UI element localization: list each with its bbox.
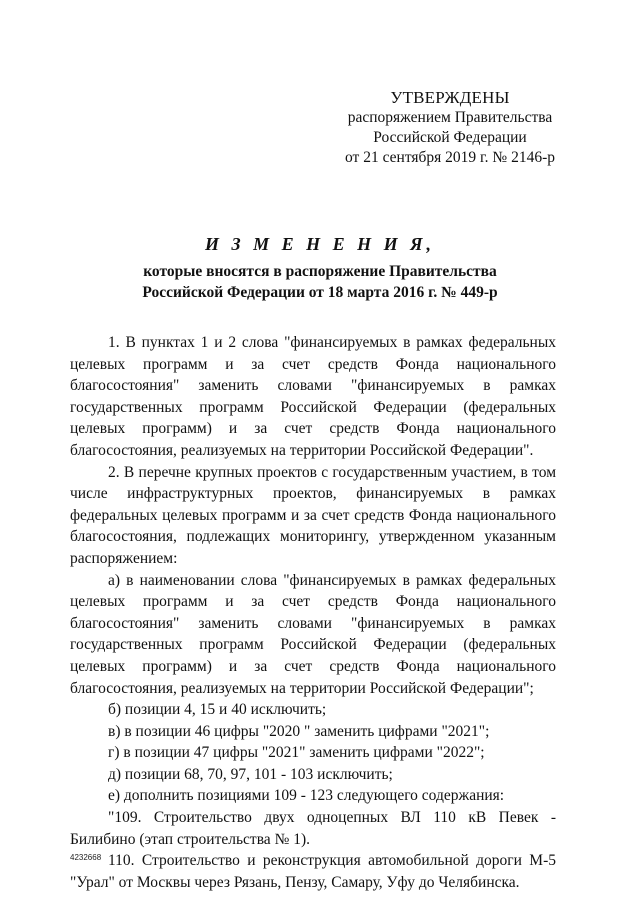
document-code: 4232668 bbox=[70, 853, 102, 862]
paragraph-2g: г) в позиции 47 цифры "2021" заменить цифрами "2022"; bbox=[108, 744, 485, 762]
approval-line-3: от 21 сентября 2019 г. № 2146-р bbox=[345, 149, 555, 166]
position-110: 110. Строительство и реконструкция автомобильной дороги М-5 "Урал" от Москвы через Рязань, Пензу, Самару, Уфу до Челябинска. bbox=[70, 852, 556, 891]
paragraph-2e: е) дополнить позициями 109 - 123 следующего содержания: bbox=[108, 787, 505, 805]
paragraph-2b: б) позиции 4, 15 и 40 исключить; bbox=[108, 701, 327, 719]
subtitle-line-2: Российской Федерации от 18 марта 2016 г. № 449-р bbox=[142, 284, 498, 301]
approval-line-2: Российской Федерации bbox=[373, 129, 527, 146]
subtitle-line-1: которые вносятся в распоряжение Правительства bbox=[143, 263, 497, 280]
paragraph-2v: в) в позиции 46 цифры "2020 " заменить цифрами "2021"; bbox=[108, 722, 490, 740]
document-subtitle bbox=[70, 261, 570, 303]
paragraph-2a: а) в наименовании слова "финансируемых в рамках федеральных целевых программ и за счет средств Фонда национального благосостояния" заменить словами "финансируемых в рамках государственных программ Российской Федерации (федеральных целевых программ) и за счет средств Фонда национального благосостояния, реализуемых на территории Российской Федерации"; bbox=[70, 571, 556, 697]
document-body bbox=[70, 332, 556, 893]
approval-heading: УТВЕРЖДЕНЫ bbox=[390, 88, 510, 107]
approval-stamp bbox=[330, 88, 570, 168]
approval-line-1: распоряжением Правительства bbox=[347, 109, 553, 126]
paragraph-2: 2. В перечне крупных проектов с государственным участием, в том числе инфраструктурных проектов, финансируемых в рамках федеральных целевых программ и за счет средств Фонда национального благосостояния, подлежащих мониторингу, утвержденном указанным распоряжением: bbox=[70, 463, 556, 567]
paragraph-2d: д) позиции 68, 70, 97, 101 - 103 исключить; bbox=[108, 765, 393, 783]
paragraph-1: 1. В пунктах 1 и 2 слова "финансируемых в рамках федеральных целевых программ и за счет средств Фонда национального благосостояния" заменить словами "финансируемых в рамках государственных программ Российской Федерации (федеральных целевых программ) и за счет средств Фонда национального благосостояния, реализуемых на территории Российской Федерации". bbox=[70, 334, 556, 459]
position-109: "109. Строительство двух одноцепных ВЛ 110 кВ Певек - Билибино (этап строительства № 1). bbox=[70, 809, 556, 848]
document-title: И З М Е Н Е Н И Я, bbox=[204, 234, 436, 254]
